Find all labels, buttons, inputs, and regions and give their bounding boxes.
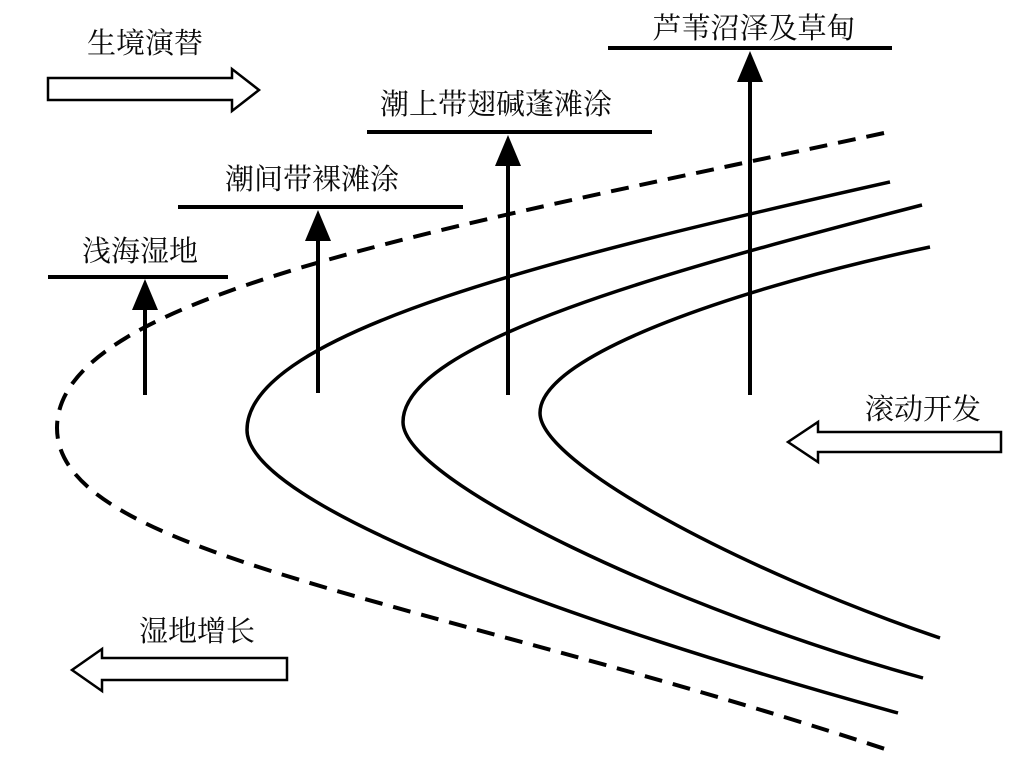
arrowhead-up-icon (737, 51, 763, 82)
arrowhead-up-icon (495, 135, 521, 166)
zone-arrow-reed-marsh (737, 51, 763, 395)
process-block-arrows (48, 69, 1001, 691)
rolling-development-arrow-left-icon (788, 422, 1001, 462)
zone-arrow-shallow-sea (132, 279, 158, 395)
arrowhead-up-icon (132, 279, 158, 310)
zone-arrow-supratidal (495, 135, 521, 395)
arrowhead-up-icon (305, 210, 331, 241)
zone-label-reed-marsh: 芦苇沼泽及草甸 (652, 11, 856, 45)
zone-arrow-intertidal (305, 210, 331, 393)
rolling-development-label: 滚动开发 (864, 392, 982, 426)
zone-label-intertidal: 潮间带裸滩涂 (224, 162, 400, 196)
wetland-growth-arrow-left-icon (72, 649, 287, 691)
habitat-succession-arrow-right-icon (48, 69, 259, 111)
zone-label-shallow-sea: 浅海湿地 (81, 234, 199, 268)
habitat-succession-label: 生境演替 (86, 26, 204, 60)
wetland-growth-label: 湿地增长 (138, 614, 256, 648)
zone-label-supratidal: 潮上带翅碱蓬滩涂 (379, 87, 613, 121)
